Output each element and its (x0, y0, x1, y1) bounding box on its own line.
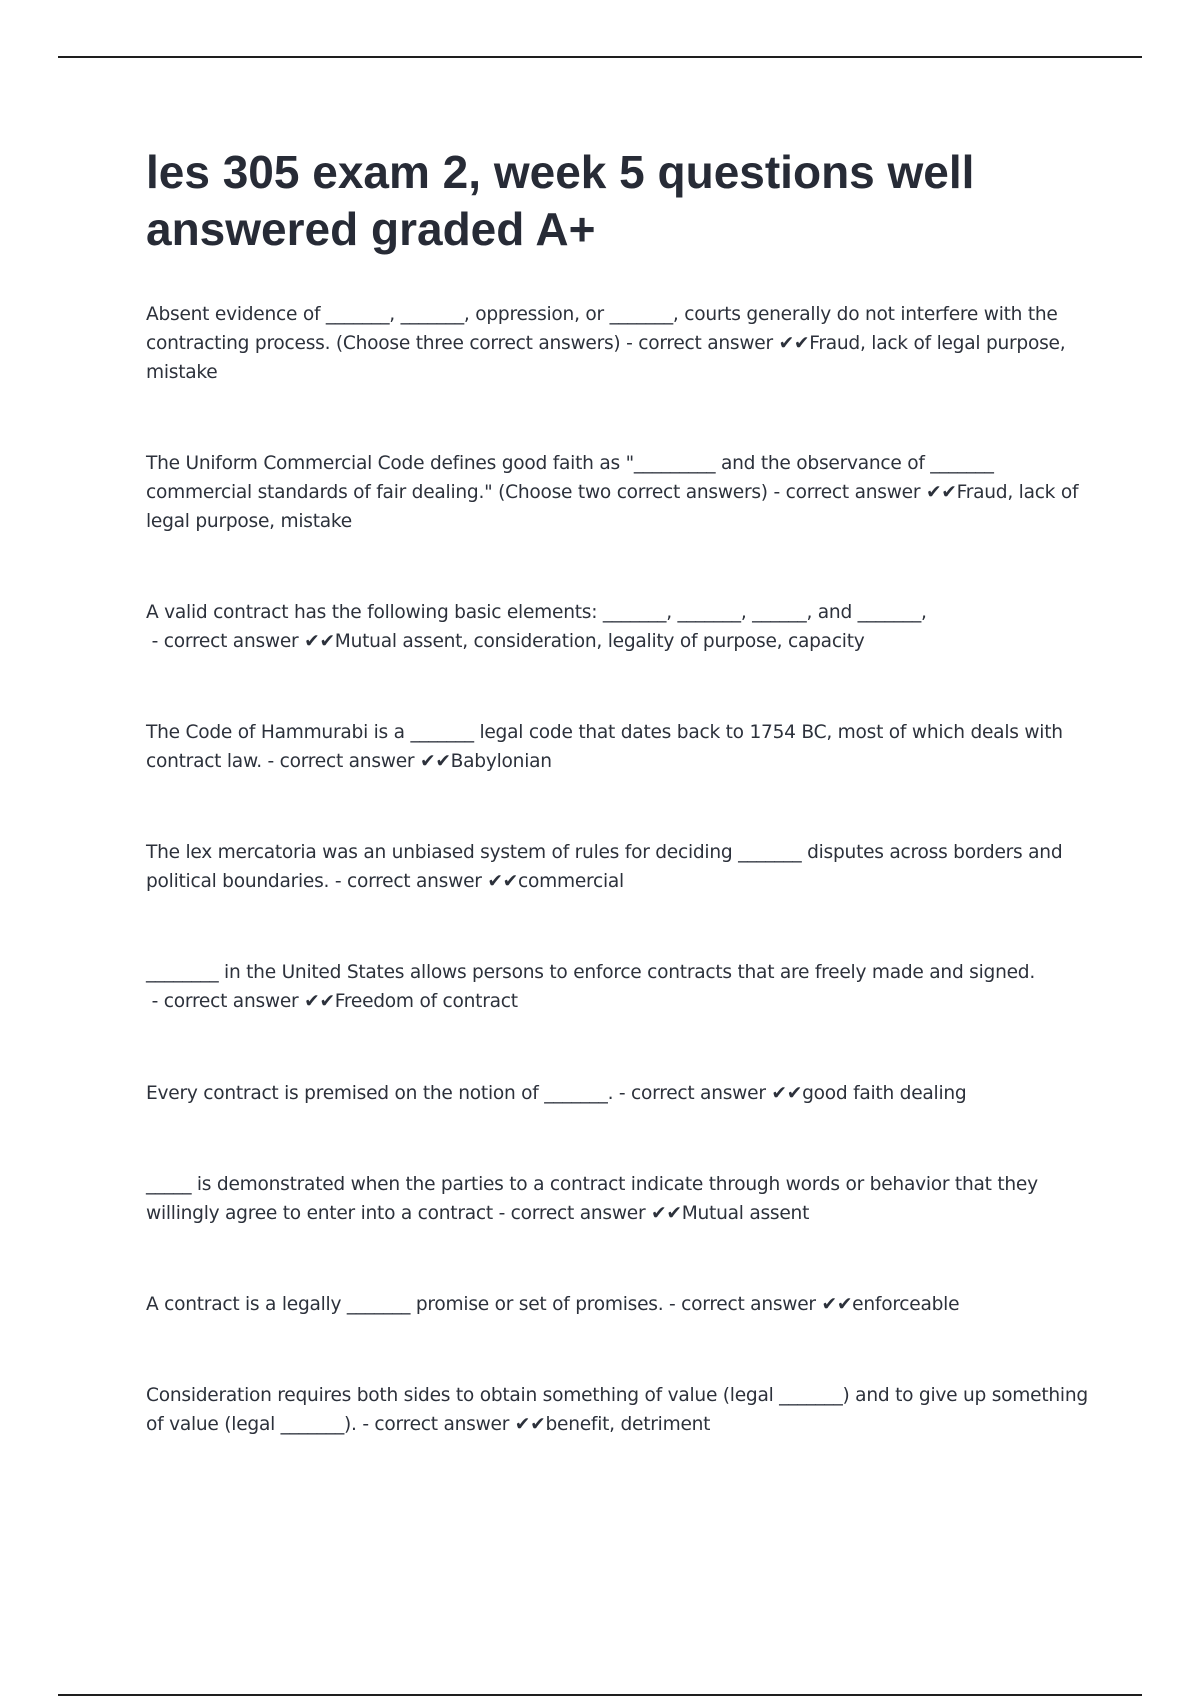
qa-item-6 (146, 958, 1090, 1016)
answer-separator: - correct answer (356, 1414, 515, 1435)
answer-separator: - correct answer (261, 751, 420, 772)
question-text: A valid contract has the following basic elements: _______, _______, ______, and _______, (146, 602, 927, 623)
check-mark-icon: ✔✔ (304, 631, 335, 652)
question-text: A contract is a legally _______ promise or set of promises. (146, 1294, 664, 1315)
answer-text: Freedom of contract (334, 991, 518, 1012)
qa-item-4 (146, 718, 1090, 776)
qa-item-8 (146, 1170, 1090, 1228)
answer-separator: - correct answer (146, 631, 305, 652)
answer-text: Fraud, lack of legal purpose, mistake (146, 333, 1066, 383)
answer-text: benefit, detriment (545, 1414, 711, 1435)
answer-separator: - correct answer (767, 482, 926, 503)
check-mark-icon: ✔✔ (821, 1294, 853, 1315)
check-mark-icon: ✔✔ (514, 1414, 546, 1435)
qa-item-2 (146, 449, 1090, 536)
answer-separator: - correct answer (146, 991, 305, 1012)
question-text: The lex mercatoria was an unbiased system of rules for deciding _______ disputes across borders and political boundaries. (146, 842, 1063, 892)
answer-text: Fraud, lack of legal purpose, mistake (146, 482, 1079, 532)
answer-separator: - correct answer (620, 333, 779, 354)
answer-text: commercial (518, 871, 624, 892)
answer-text: Mutual assent (681, 1203, 810, 1224)
question-text: _____ is demonstrated when the parties to a contract indicate through words or behavior that they willingly agree to enter into a contract (146, 1174, 1038, 1224)
answer-separator: - correct answer (492, 1203, 652, 1224)
question-text: The Code of Hammurabi is a _______ legal code that dates back to 1754 BC, most of which deals with contract law. (146, 722, 1063, 772)
check-mark-icon: ✔✔ (651, 1203, 682, 1224)
answer-text: Babylonian (450, 751, 552, 772)
check-mark-icon: ✔✔ (771, 1083, 803, 1104)
check-mark-icon: ✔✔ (487, 871, 518, 892)
top-rule (58, 56, 1142, 58)
question-text: The Uniform Commercial Code defines good faith as "_________ and the observance of _______ commercial standards of fair dealing." (Choose two correct answers) (146, 453, 994, 503)
qa-item-1 (146, 300, 1090, 387)
document-title: les 305 exam 2, week 5 questions well answered graded A+ (146, 146, 975, 255)
qa-item-10 (146, 1381, 1090, 1439)
check-mark-icon: ✔✔ (778, 333, 810, 354)
question-text: ________ in the United States allows persons to enforce contracts that are freely made and signed. (146, 962, 1036, 983)
qa-item-9 (146, 1290, 1090, 1319)
qa-item-3 (146, 598, 1090, 656)
check-mark-icon: ✔✔ (304, 991, 335, 1012)
answer-separator: - correct answer (613, 1083, 772, 1104)
question-text: Absent evidence of _______, _______, oppression, or _______, courts generally do not interfere with the contracting process. (Choose three correct answers) (146, 304, 1058, 354)
answer-separator: - correct answer (663, 1294, 822, 1315)
qa-item-7 (146, 1079, 1090, 1108)
bottom-rule (58, 1694, 1142, 1696)
answer-text: enforceable (852, 1294, 960, 1315)
question-text: Every contract is premised on the notion of _______. (146, 1083, 614, 1104)
qa-item-5 (146, 838, 1090, 896)
answer-text: good faith dealing (802, 1083, 967, 1104)
answer-text: Mutual assent, consideration, legality of purpose, capacity (334, 631, 865, 652)
check-mark-icon: ✔✔ (419, 751, 451, 772)
answer-separator: - correct answer (329, 871, 488, 892)
question-text: Consideration requires both sides to obtain something of value (legal _______) and to give up something of value (legal _______). (146, 1385, 1088, 1435)
check-mark-icon: ✔✔ (925, 482, 957, 503)
